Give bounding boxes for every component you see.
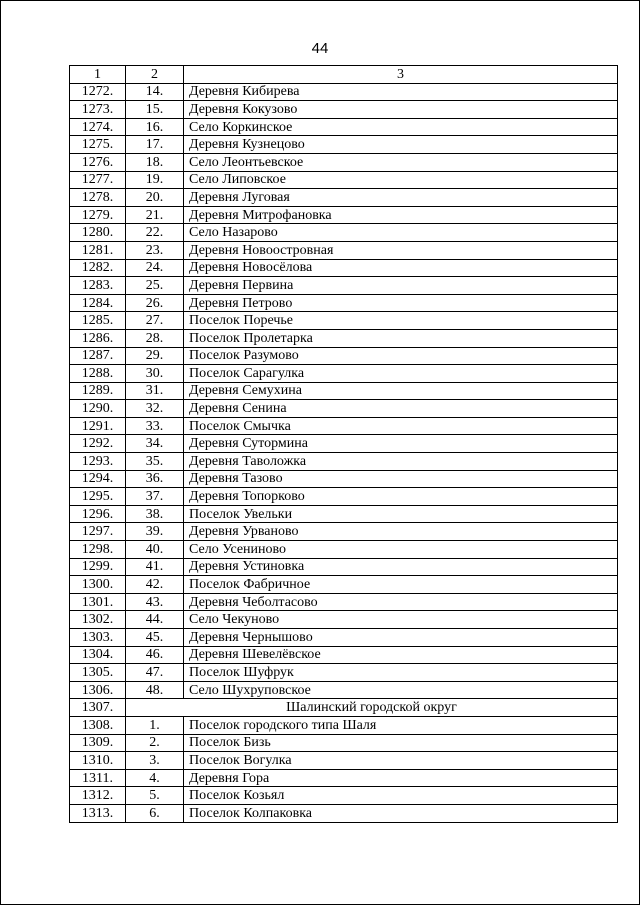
row-number: 1277. — [70, 171, 126, 189]
row-number: 1285. — [70, 312, 126, 330]
settlement-name: Деревня Петрово — [184, 294, 618, 312]
settlement-name: Деревня Митрофановка — [184, 206, 618, 224]
local-number: 34. — [126, 435, 184, 453]
settlement-name: Деревня Луговая — [184, 189, 618, 207]
local-number: 42. — [126, 576, 184, 594]
local-number: 45. — [126, 629, 184, 647]
row-number: 1313. — [70, 804, 126, 822]
table-row — [70, 769, 618, 787]
local-number: 39. — [126, 523, 184, 541]
row-number: 1276. — [70, 153, 126, 171]
district-title: Шалинский городской округ — [126, 699, 618, 717]
row-number: 1304. — [70, 646, 126, 664]
local-number: 36. — [126, 470, 184, 488]
local-number: 48. — [126, 681, 184, 699]
settlement-name: Поселок Колпаковка — [184, 804, 618, 822]
row-number: 1310. — [70, 752, 126, 770]
settlement-name: Деревня Новосёлова — [184, 259, 618, 277]
settlements-table — [69, 65, 618, 823]
table-row — [70, 417, 618, 435]
local-number: 6. — [126, 804, 184, 822]
row-number: 1300. — [70, 576, 126, 594]
table-header-row — [70, 66, 618, 84]
table-row — [70, 435, 618, 453]
settlement-name: Село Шухруповское — [184, 681, 618, 699]
row-number: 1294. — [70, 470, 126, 488]
settlement-name: Деревня Кузнецово — [184, 136, 618, 154]
settlement-name: Деревня Таволожка — [184, 453, 618, 471]
table-row — [70, 259, 618, 277]
local-number: 29. — [126, 347, 184, 365]
table-row — [70, 277, 618, 295]
table-row — [70, 558, 618, 576]
settlement-name: Деревня Топорково — [184, 488, 618, 506]
table-row — [70, 488, 618, 506]
row-number: 1273. — [70, 101, 126, 119]
local-number: 4. — [126, 769, 184, 787]
table-row — [70, 576, 618, 594]
settlement-name: Деревня Гора — [184, 769, 618, 787]
row-number: 1309. — [70, 734, 126, 752]
row-number: 1307. — [70, 699, 126, 717]
local-number: 26. — [126, 294, 184, 312]
row-number: 1311. — [70, 769, 126, 787]
settlement-name: Деревня Шевелёвское — [184, 646, 618, 664]
settlement-name: Поселок Бизь — [184, 734, 618, 752]
local-number: 16. — [126, 118, 184, 136]
row-number: 1275. — [70, 136, 126, 154]
settlement-name: Деревня Чернышово — [184, 629, 618, 647]
local-number: 44. — [126, 611, 184, 629]
local-number: 37. — [126, 488, 184, 506]
local-number: 21. — [126, 206, 184, 224]
row-number: 1278. — [70, 189, 126, 207]
table-row — [70, 505, 618, 523]
local-number: 35. — [126, 453, 184, 471]
settlement-name: Поселок Фабричное — [184, 576, 618, 594]
local-number: 23. — [126, 241, 184, 259]
local-number: 14. — [126, 83, 184, 101]
local-number: 17. — [126, 136, 184, 154]
local-number: 2. — [126, 734, 184, 752]
table-row — [70, 664, 618, 682]
table-row — [70, 716, 618, 734]
header-col-2: 2 — [126, 66, 184, 84]
row-number: 1303. — [70, 629, 126, 647]
settlement-name: Деревня Тазово — [184, 470, 618, 488]
settlement-name: Село Чекуново — [184, 611, 618, 629]
table-row — [70, 681, 618, 699]
local-number: 40. — [126, 541, 184, 559]
row-number: 1284. — [70, 294, 126, 312]
local-number: 32. — [126, 400, 184, 418]
row-number: 1288. — [70, 365, 126, 383]
table-row — [70, 400, 618, 418]
table-row — [70, 241, 618, 259]
table-row — [70, 752, 618, 770]
table-row — [70, 804, 618, 822]
settlement-name: Село Назарово — [184, 224, 618, 242]
settlement-name: Поселок Поречье — [184, 312, 618, 330]
local-number: 30. — [126, 365, 184, 383]
settlement-name: Деревня Кибирева — [184, 83, 618, 101]
row-number: 1301. — [70, 593, 126, 611]
table-row — [70, 83, 618, 101]
row-number: 1283. — [70, 277, 126, 295]
settlement-name: Деревня Сенина — [184, 400, 618, 418]
page-number: 44 — [311, 40, 329, 57]
local-number: 3. — [126, 752, 184, 770]
local-number: 46. — [126, 646, 184, 664]
table-row — [70, 734, 618, 752]
local-number: 47. — [126, 664, 184, 682]
settlement-name: Деревня Чеболтасово — [184, 593, 618, 611]
settlement-name: Поселок Разумово — [184, 347, 618, 365]
table-row — [70, 365, 618, 383]
table-row — [70, 470, 618, 488]
local-number: 1. — [126, 716, 184, 734]
local-number: 31. — [126, 382, 184, 400]
table-row — [70, 101, 618, 119]
header-col-3: 3 — [184, 66, 618, 84]
settlement-name: Поселок Смычка — [184, 417, 618, 435]
local-number: 15. — [126, 101, 184, 119]
settlement-name: Село Липовское — [184, 171, 618, 189]
settlement-name: Деревня Первина — [184, 277, 618, 295]
settlement-name: Деревня Урваново — [184, 523, 618, 541]
row-number: 1302. — [70, 611, 126, 629]
settlement-name: Деревня Кокузово — [184, 101, 618, 119]
table-row — [70, 329, 618, 347]
table-row — [70, 593, 618, 611]
header-col-1: 1 — [70, 66, 126, 84]
settlement-name: Поселок Пролетарка — [184, 329, 618, 347]
table-row — [70, 646, 618, 664]
row-number: 1292. — [70, 435, 126, 453]
row-number: 1312. — [70, 787, 126, 805]
local-number: 19. — [126, 171, 184, 189]
table-row — [70, 611, 618, 629]
settlement-name: Деревня Сутормина — [184, 435, 618, 453]
settlement-name: Деревня Устиновка — [184, 558, 618, 576]
table-row — [70, 312, 618, 330]
table-row — [70, 118, 618, 136]
district-row — [70, 699, 618, 717]
row-number: 1280. — [70, 224, 126, 242]
row-number: 1305. — [70, 664, 126, 682]
local-number: 18. — [126, 153, 184, 171]
table-row — [70, 541, 618, 559]
local-number: 38. — [126, 505, 184, 523]
table-row — [70, 523, 618, 541]
row-number: 1272. — [70, 83, 126, 101]
table-row — [70, 294, 618, 312]
settlement-name: Поселок Вогулка — [184, 752, 618, 770]
row-number: 1297. — [70, 523, 126, 541]
table-row — [70, 206, 618, 224]
row-number: 1306. — [70, 681, 126, 699]
table-row — [70, 224, 618, 242]
row-number: 1286. — [70, 329, 126, 347]
local-number: 5. — [126, 787, 184, 805]
row-number: 1287. — [70, 347, 126, 365]
row-number: 1293. — [70, 453, 126, 471]
settlement-name: Поселок Сарагулка — [184, 365, 618, 383]
row-number: 1295. — [70, 488, 126, 506]
row-number: 1274. — [70, 118, 126, 136]
row-number: 1282. — [70, 259, 126, 277]
local-number: 28. — [126, 329, 184, 347]
row-number: 1308. — [70, 716, 126, 734]
row-number: 1290. — [70, 400, 126, 418]
row-number: 1289. — [70, 382, 126, 400]
settlement-name: Село Коркинское — [184, 118, 618, 136]
table-row — [70, 153, 618, 171]
local-number: 24. — [126, 259, 184, 277]
table-row — [70, 629, 618, 647]
local-number: 41. — [126, 558, 184, 576]
settlement-name: Село Леонтьевское — [184, 153, 618, 171]
table-row — [70, 347, 618, 365]
settlement-name: Поселок Козьял — [184, 787, 618, 805]
table-row — [70, 171, 618, 189]
row-number: 1279. — [70, 206, 126, 224]
settlement-name: Деревня Новоостровная — [184, 241, 618, 259]
settlement-name: Поселок городского типа Шаля — [184, 716, 618, 734]
settlement-name: Село Усениново — [184, 541, 618, 559]
local-number: 20. — [126, 189, 184, 207]
table-row — [70, 189, 618, 207]
local-number: 25. — [126, 277, 184, 295]
local-number: 43. — [126, 593, 184, 611]
row-number: 1296. — [70, 505, 126, 523]
table-row — [70, 136, 618, 154]
row-number: 1281. — [70, 241, 126, 259]
settlement-name: Поселок Шуфрук — [184, 664, 618, 682]
local-number: 33. — [126, 417, 184, 435]
row-number: 1291. — [70, 417, 126, 435]
table-row — [70, 382, 618, 400]
table-row — [70, 453, 618, 471]
row-number: 1298. — [70, 541, 126, 559]
row-number: 1299. — [70, 558, 126, 576]
settlement-name: Деревня Семухина — [184, 382, 618, 400]
table-row — [70, 787, 618, 805]
local-number: 27. — [126, 312, 184, 330]
local-number: 22. — [126, 224, 184, 242]
settlement-name: Поселок Увельки — [184, 505, 618, 523]
